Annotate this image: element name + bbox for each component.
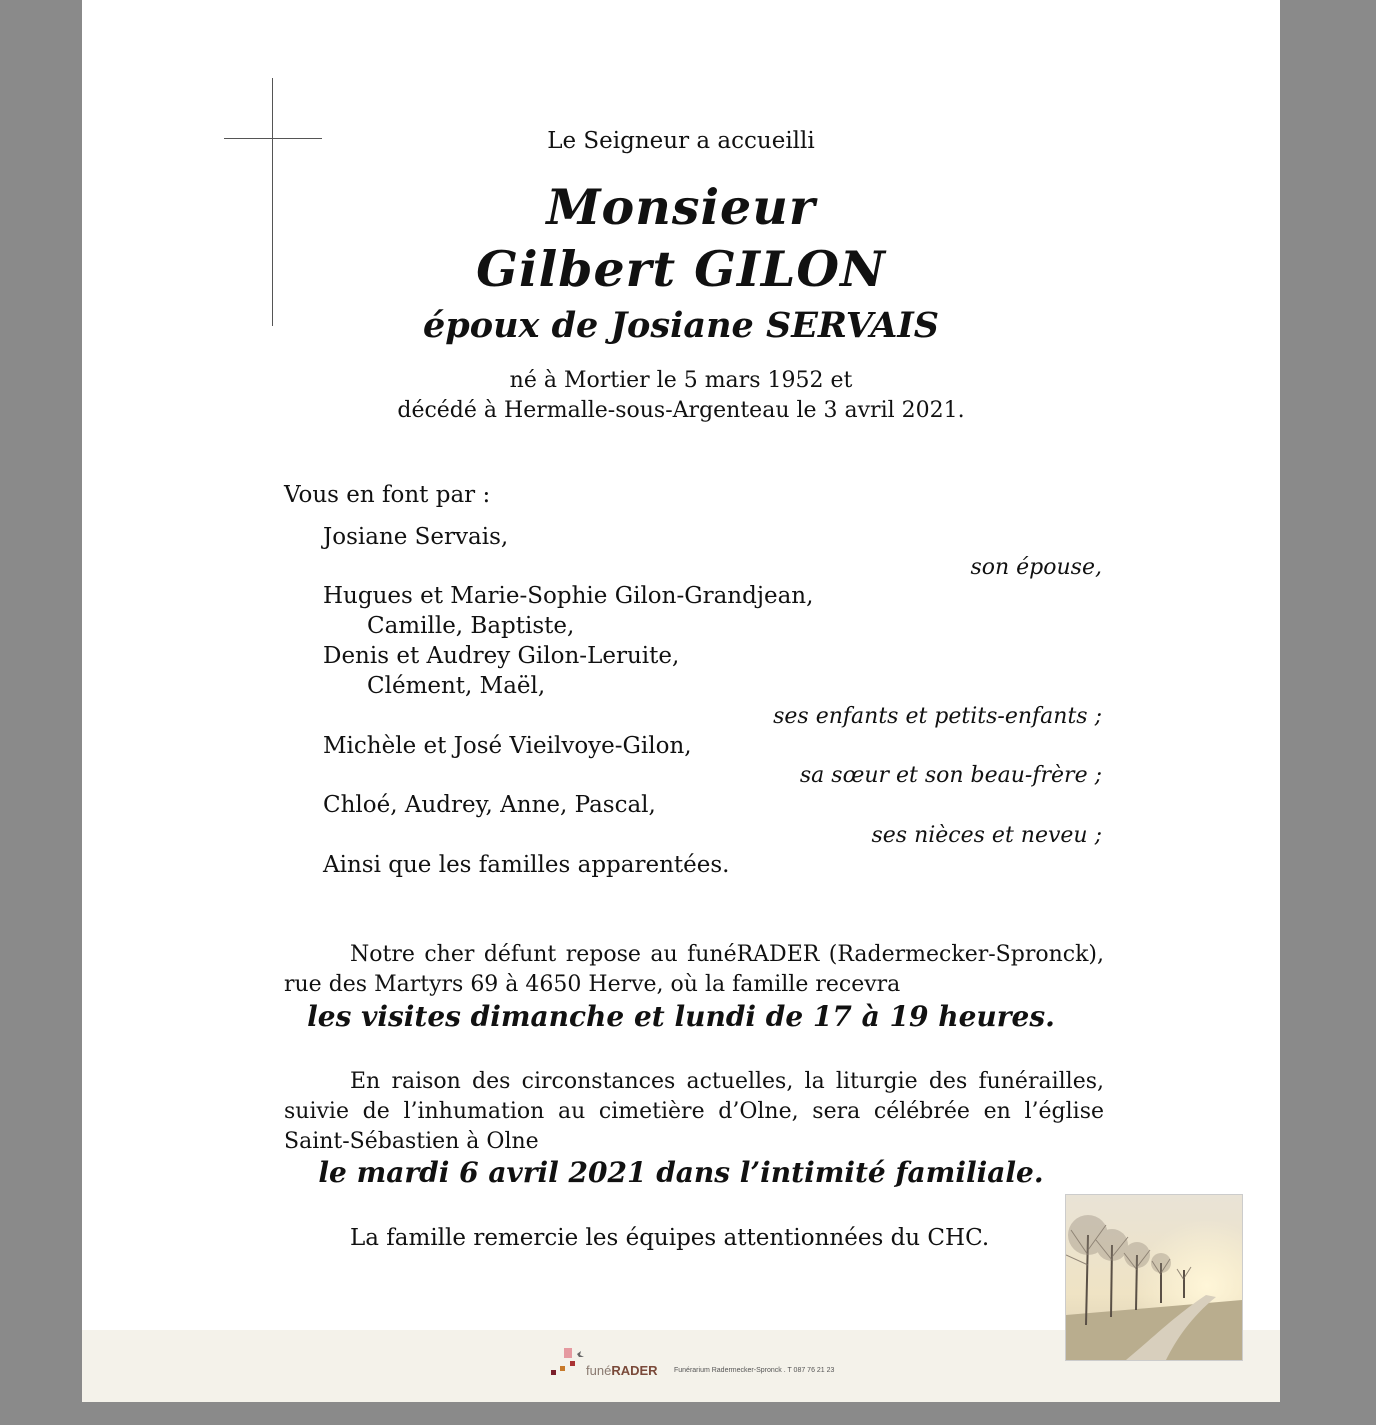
funeral-paragraph: En raison des circonstances actuelles, la liturgie des funérailles, suivie de l’inhumation au cimetière d’Olne, sera célébrée en l’église Saint-Sébastien à Olne — [284, 1069, 1104, 1154]
logo-squares-icon — [550, 1346, 590, 1380]
relation-label: ses enfants et petits-enfants ; — [773, 704, 1102, 729]
funeral-highlight: le mardi 6 avril 2021 dans l’intimité familiale. — [318, 1156, 1044, 1189]
family-line: Clément, Maël, — [367, 673, 546, 699]
family-line: Josiane Servais, — [323, 524, 509, 550]
thanks-text: La famille remercie les équipes attentionnées du CHC. — [350, 1225, 990, 1251]
family-line: Chloé, Audrey, Anne, Pascal, — [323, 792, 656, 818]
honorific-title: Monsieur — [546, 178, 816, 236]
deceased-name: Gilbert GILON — [476, 240, 886, 298]
visits-highlight: les visites dimanche et lundi de 17 à 19 heures. — [307, 1000, 1055, 1033]
brand-suffix: RADER — [611, 1363, 658, 1378]
family-line: Hugues et Marie-Sophie Gilon-Grandjean, — [323, 583, 814, 609]
family-line: Ainsi que les familles apparentées. — [323, 852, 730, 878]
relation-label: son épouse, — [970, 555, 1102, 580]
relation-label: sa sœur et son beau-frère ; — [799, 763, 1102, 788]
death-line: décédé à Hermalle-sous-Argenteau le 3 avril 2021. — [397, 398, 965, 423]
tree-lined-path-photo — [1065, 1194, 1243, 1361]
family-line: Denis et Audrey Gilon-Leruite, — [323, 643, 680, 669]
logo-wordmark — [586, 1363, 658, 1378]
obituary-page — [82, 0, 1280, 1402]
family-line: Michèle et José Vieilvoye-Gilon, — [323, 733, 692, 759]
birth-line: né à Mortier le 5 mars 1952 et — [509, 368, 853, 393]
intro-text: Le Seigneur a accueilli — [547, 128, 815, 154]
brand-prefix: funé — [586, 1363, 612, 1378]
family-intro: Vous en font par : — [284, 482, 491, 508]
visits-paragraph: Notre cher défunt repose au funéRADER (Radermecker-Spronck), rue des Martyrs 69 à 4650 Herve, où la famille recevra — [284, 942, 1104, 997]
family-line: Camille, Baptiste, — [367, 613, 575, 639]
relation-label: ses nièces et neveu ; — [871, 823, 1102, 848]
logo-tagline: Funérarium Radermecker-Spronck . T 087 76 21 23 — [674, 1367, 835, 1374]
spouse-line: époux de Josiane SERVAIS — [422, 305, 940, 346]
funerader-logo — [550, 1346, 880, 1380]
